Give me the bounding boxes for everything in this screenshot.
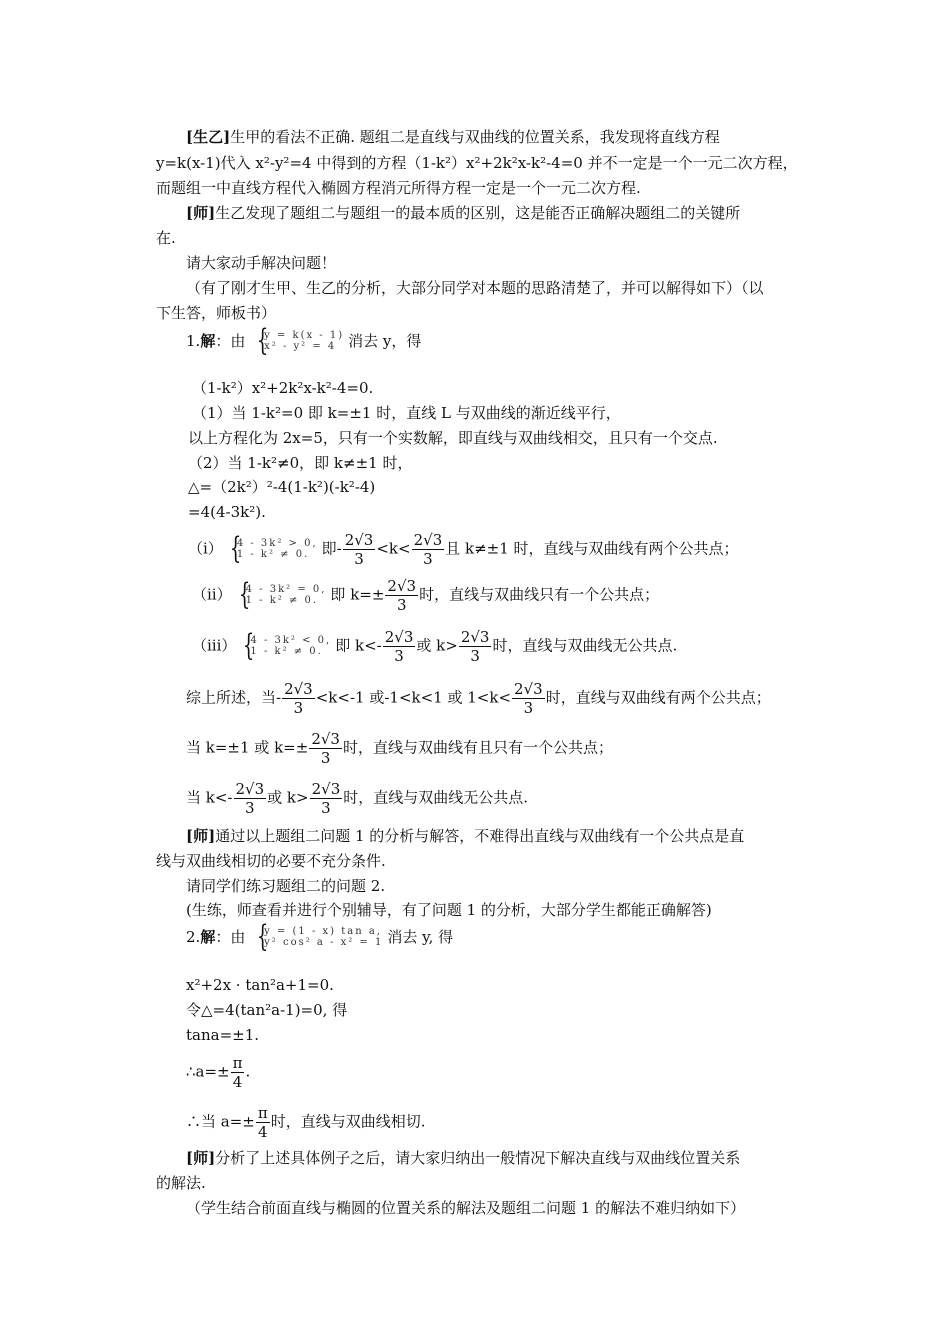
equation-line: △=（2k²）²-4(1-k²)(-k²-4) bbox=[188, 478, 376, 496]
solution-2-intro: 2.解：由 { y = (1 - x) tan a, y² cos² a - x² = 1 消去 y, 得 bbox=[186, 919, 454, 954]
equation-line: （1-k²）x²+2k²x-k²-4=0. bbox=[192, 379, 374, 397]
equation-system: { 4 - 3k² < 0, 1 - k² ≠ 0. bbox=[243, 627, 332, 663]
equation-line: tana=±1. bbox=[186, 1026, 260, 1044]
paragraph-line: [师]生乙发现了题组二与题组一的最本质的区别，这是能否正确解决题组二的关键所 bbox=[186, 204, 741, 222]
solution-1-intro: 1.解：由 { y = k(x - 1) x² - y² = 4 消去 y，得 bbox=[186, 323, 422, 358]
equation-line: ∴当 a=± $\frac{\pi}{4}$ 时，直线与双曲线相切. bbox=[186, 1104, 426, 1141]
equation-line: ∴a=± $\frac{\pi}{4}$ . bbox=[186, 1054, 251, 1091]
equation-line: 令△=4(tan²a-1)=0, 得 bbox=[186, 1001, 348, 1019]
fraction: $\frac{2√3}{3}$ bbox=[344, 531, 374, 568]
fraction: $\frac{2√3}{3}$ bbox=[235, 780, 265, 817]
case-iii: （ⅲ） { 4 - 3k² < 0, 1 - k² ≠ 0. 即 k<- $\frac{2√3}{3}$ 或 k> $\frac{2√3}{3}$ 时，直线与双曲线无公共点. bbox=[192, 627, 678, 665]
fraction: $\frac{2√3}{3}$ bbox=[413, 531, 443, 568]
paragraph-line: 下生答，师板书） bbox=[156, 304, 277, 322]
speaker-tag: [师] bbox=[186, 1149, 216, 1167]
equation-system: { 4 - 3k² > 0, 1 - k² ≠ 0. bbox=[229, 530, 318, 566]
paragraph-line: 请大家动手解决问题！ bbox=[186, 254, 337, 272]
paragraph-line: y=k(x-1)代入 x²-y²=4 中得到的方程（1-k²）x²+2k²x-k²-4=0 并不一定是一个一元二次方程， bbox=[156, 154, 798, 172]
fraction: $\frac{2√3}{3}$ bbox=[384, 628, 414, 665]
fraction: $\frac{2√3}{3}$ bbox=[311, 730, 340, 767]
paragraph-line: （有了刚才生甲、生乙的分析，大部分同学对本题的思路清楚了，并可以解得如下）（以 bbox=[186, 279, 764, 297]
paragraph-line: 请同学们练习题组二的问题 2. bbox=[186, 877, 386, 895]
case-i: （ⅰ） { 4 - 3k² > 0, 1 - k² ≠ 0. 即- $\frac{2√3}{3}$ <k< $\frac{2√3}{3}$ 且 k≠±1 时，直线与双曲线有两个公共点； bbox=[188, 530, 739, 568]
summary-3: 当 k<- $\frac{2√3}{3}$ 或 k> $\frac{2√3}{3}$ 时，直线与双曲线无公共点. bbox=[186, 780, 529, 817]
fraction: $\frac{\pi}{4}$ bbox=[257, 1104, 268, 1141]
fraction: $\frac{2√3}{3}$ bbox=[514, 680, 543, 717]
speaker-tag: [师] bbox=[186, 204, 216, 222]
equation-system: { y = (1 - x) tan a, y² cos² a - x² = 1 bbox=[256, 919, 384, 954]
equation-system: { y = k(x - 1) x² - y² = 4 bbox=[256, 323, 345, 358]
equation-line: =4(4-3k²). bbox=[188, 503, 266, 521]
paragraph-line: （学生结合前面直线与椭圆的位置关系的解法及题组二问题 1 的解法不难归纳如下） bbox=[186, 1199, 746, 1217]
paragraph-line: 以上方程化为 2x=5，只有一个实数解，即直线与双曲线相交，且只有一个交点. bbox=[188, 429, 718, 447]
paragraph-line: （1）当 1-k²=0 即 k=±1 时，直线 L 与双曲线的渐近线平行， bbox=[192, 404, 621, 422]
fraction: $\frac{2√3}{3}$ bbox=[284, 680, 313, 717]
paragraph-line: 的解法. bbox=[156, 1174, 206, 1192]
paragraph-line: [师]分析了上述具体例子之后，请大家归纳出一般情况下解决直线与双曲线位置关系 bbox=[186, 1149, 741, 1167]
summary-1: 综上所述，当- $\frac{2√3}{3}$ <k<-1 或-1<k<1 或 1<k< $\frac{2√3}{3}$ 时，直线与双曲线有两个公共点； bbox=[186, 680, 771, 717]
paragraph-line: (生练，师查看并进行个别辅导，有了问题 1 的分析，大部分学生都能正确解答) bbox=[186, 901, 712, 919]
paragraph-line: 线与双曲线相切的必要不充分条件. bbox=[156, 852, 386, 870]
case-ii: （ⅱ） { 4 - 3k² = 0, 1 - k² ≠ 0. 即 k=± $\frac{2√3}{3}$ 时，直线与双曲线只有一个公共点； bbox=[192, 576, 660, 614]
speaker-tag: [师] bbox=[186, 827, 216, 845]
paragraph-line: 在. bbox=[156, 229, 176, 247]
fraction: $\frac{\pi}{4}$ bbox=[232, 1054, 243, 1091]
fraction: $\frac{2√3}{3}$ bbox=[387, 577, 417, 614]
fraction: $\frac{2√3}{3}$ bbox=[460, 628, 490, 665]
paragraph-line: [师]通过以上题组二问题 1 的分析与解答，不难得出直线与双曲线有一个公共点是直 bbox=[186, 827, 745, 845]
summary-2: 当 k=±1 或 k=± $\frac{2√3}{3}$ 时，直线与双曲线有且只有一个公共点； bbox=[186, 730, 613, 767]
equation-system: { 4 - 3k² = 0, 1 - k² ≠ 0. bbox=[238, 576, 327, 612]
paragraph-line: （2）当 1-k²≠0，即 k≠±1 时， bbox=[188, 454, 413, 472]
paragraph-line: [生乙]生甲的看法不正确. 题组二是直线与双曲线的位置关系，我发现将直线方程 bbox=[186, 128, 720, 146]
paragraph-line: 而题组一中直线方程代入椭圆方程消元所得方程一定是一个一元二次方程. bbox=[156, 179, 641, 197]
speaker-tag: [生乙] bbox=[186, 128, 231, 146]
equation-line: x²+2x · tan²a+1=0. bbox=[186, 976, 334, 994]
fraction: $\frac{2√3}{3}$ bbox=[311, 780, 341, 817]
